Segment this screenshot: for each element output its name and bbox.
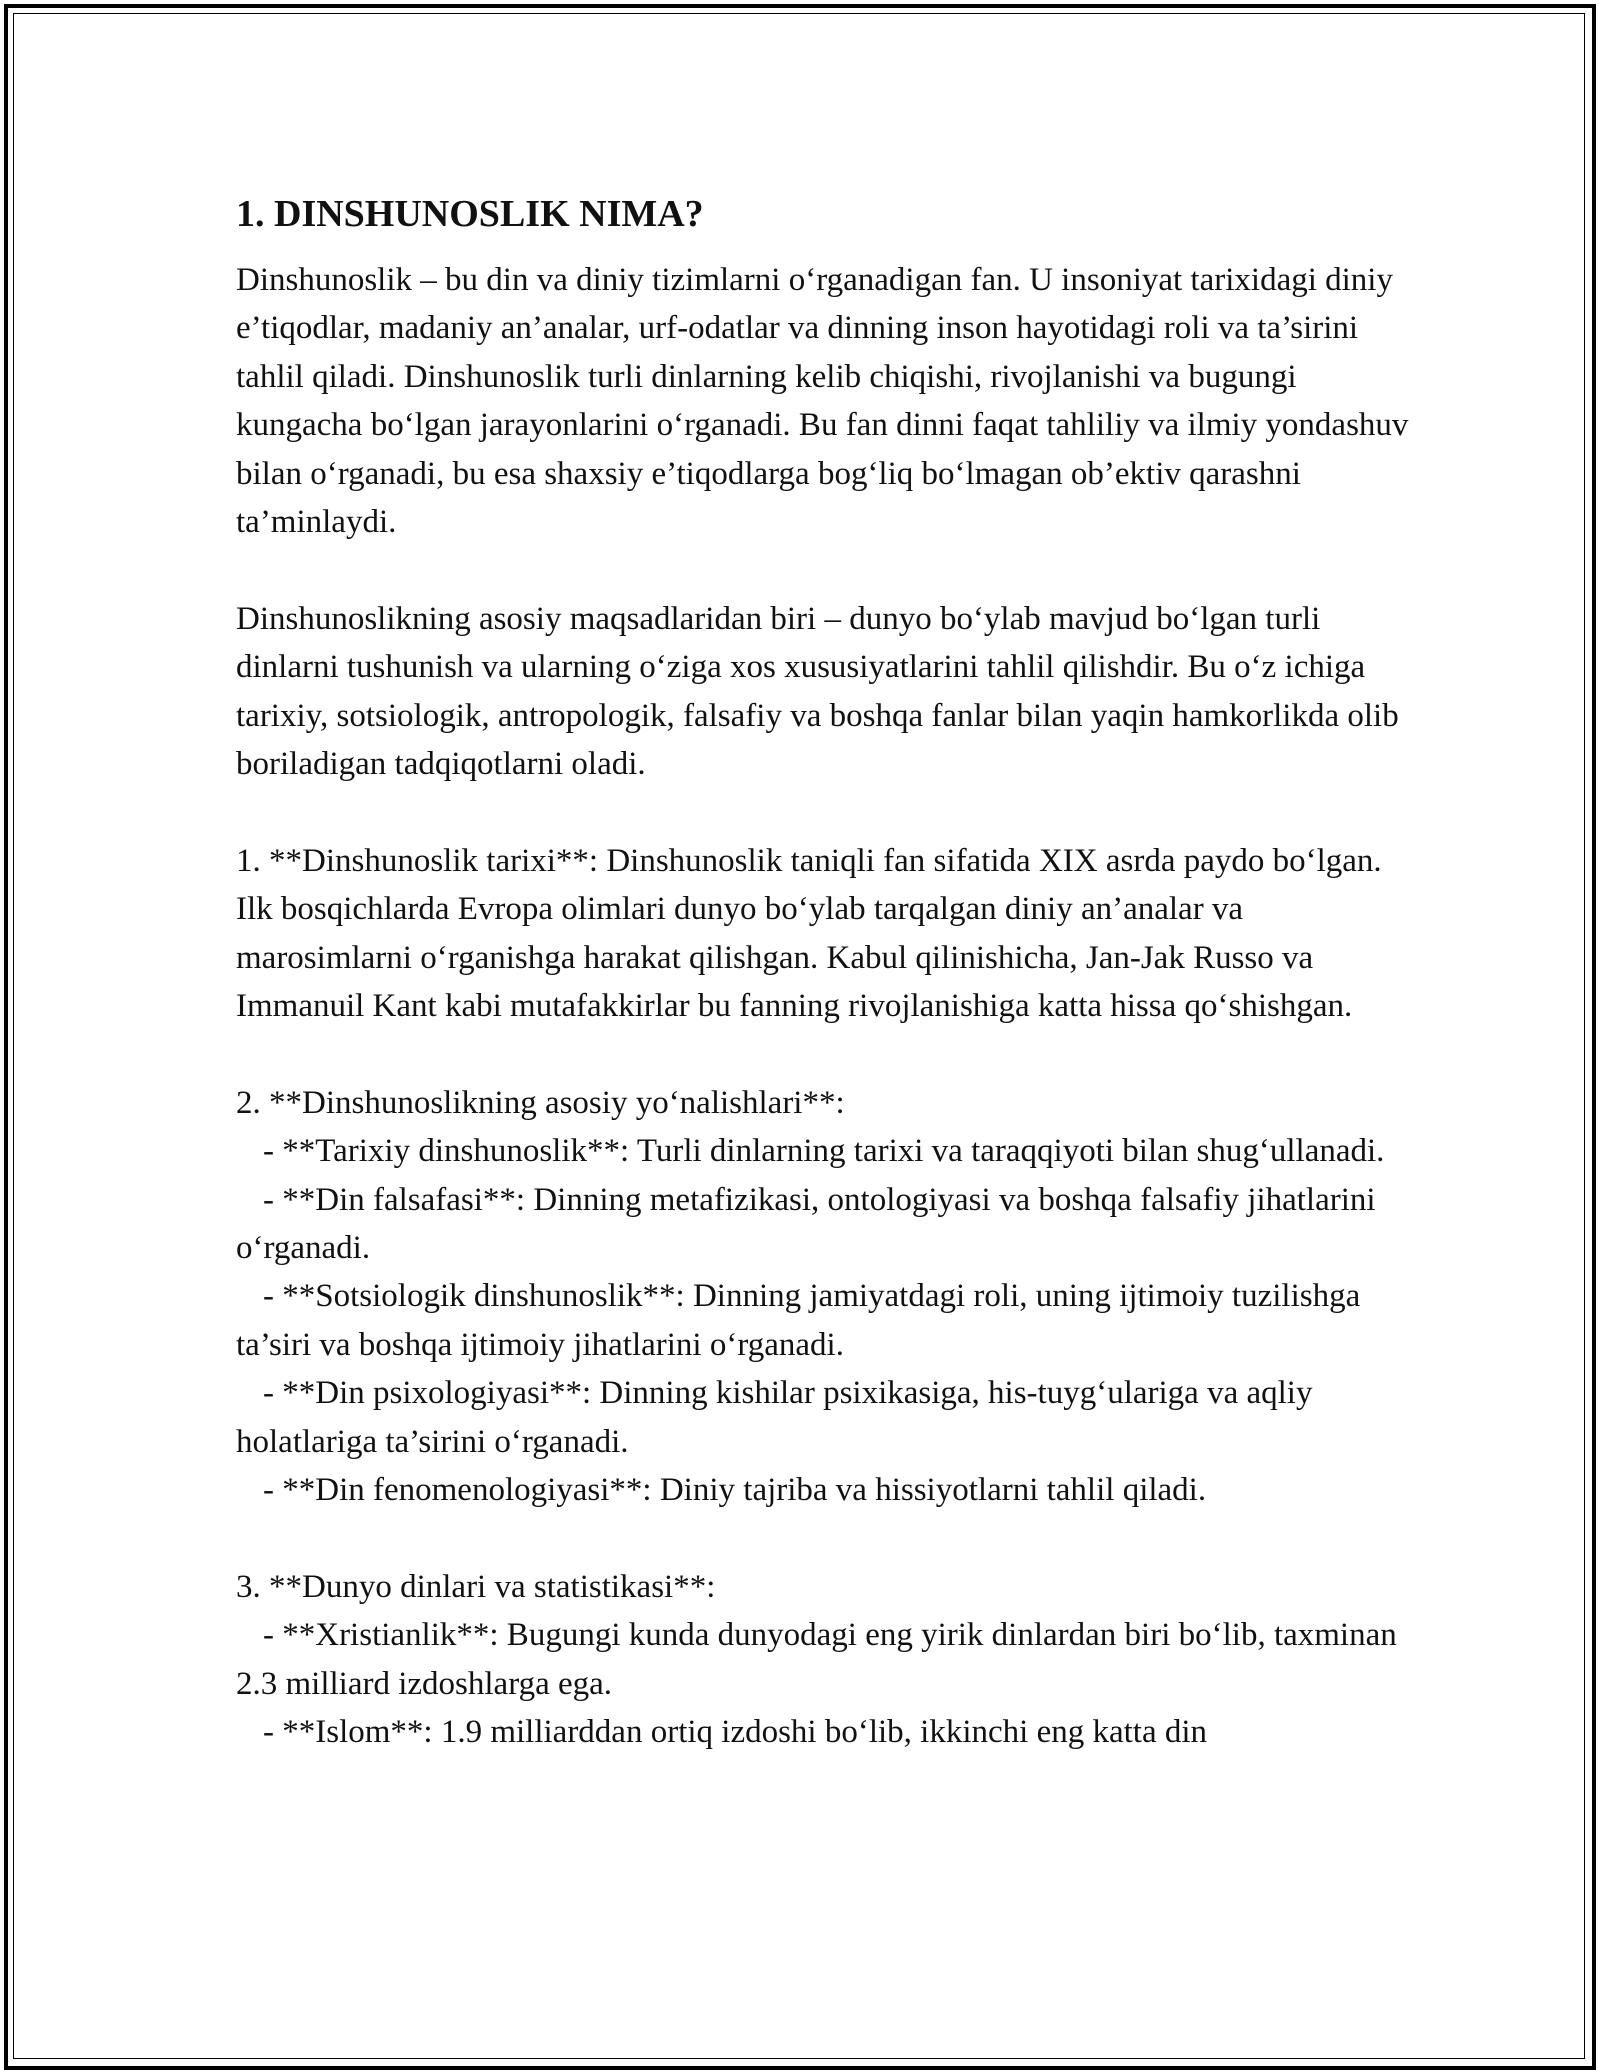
section-directions (236, 1079, 1416, 1515)
paragraph-history: 1. **Dinshunoslik tarixi**: Dinshunoslik taniqli fan sifatida XIX asrda paydo bo‘lgan. Ilk bosqichlarda Evropa olimlari dunyo bo‘ylab tarqalgan diniy an’analar va marosimlarni o‘rganishga harakat qilishgan. Kabul qilinishicha, Jan-Jak Russo va Immanuil Kant kabi mutafakkirlar bu fanning rivojlanishiga katta hissa qo‘shishgan. (236, 842, 1390, 1025)
list-item: - **Sotsiologik dinshunoslik**: Dinning jamiyatdagi roli, uning ijtimoiy tuzilishga ta’siri va boshqa ijtimoiy jihatlarini o‘rganadi. (236, 1278, 1369, 1363)
list-item: - **Xristianlik**: Bugungi kunda dunyodagi eng yirik dinlardan biri bo‘lib, taxminan 2.3 milliard izdoshlarga ega. (236, 1617, 1405, 1702)
list-item: - **Din psixologiyasi**: Dinning kishilar psixikasiga, his-tuyg‘ulariga va aqliy holatlariga ta’sirini o‘rganadi. (236, 1375, 1321, 1460)
section-directions-title: 2. **Dinshunoslikning asosiy yo‘nalishlari**: (236, 1084, 845, 1121)
paragraph-intro: Dinshunoslik – bu din va diniy tizimlarni o‘rganadigan fan. U insoniyat tarixidagi diniy e’tiqodlar, madaniy an’analar, urf-odatlar va dinning inson hayotidagi roli va ta’sirini tahlil qiladi. Dinshunoslik turli dinlarning kelib chiqishi, rivojlanishi va bugungi kungacha bo‘lgan jarayonlarini o‘rganadi. Bu fan dinni faqat tahliliy va ilmiy yondashuv bilan o‘rganadi, bu esa shaxsiy e’tiqodlarga bog‘liq bo‘lmagan ob’ektiv qarashni ta’minlaydi. (236, 262, 1417, 541)
section-world-religions-title: 3. **Dunyo dinlari va statistikasi**: (236, 1568, 716, 1605)
document-heading: 1. DINSHUNOSLIK NIMA? (236, 193, 704, 235)
list-item: - **Islom**: 1.9 milliarddan ortiq izdoshi bo‘lib, ikkinchi eng katta din (263, 1714, 1208, 1751)
paragraph-goals: Dinshunoslikning asosiy maqsadlaridan biri – dunyo bo‘ylab mavjud bo‘lgan turli dinlarni tushunish va ularning o‘ziga xos xususiyatlarini tahlil qilishdir. Bu o‘z ichiga tarixiy, sotsiologik, antropologik, falsafiy va boshqa fanlar bilan yaqin hamkorlikda olib boriladigan tadqiqotlarni oladi. (236, 600, 1407, 783)
list-item: - **Tarixiy dinshunoslik**: Turli dinlarning tarixi va taraqqiyoti bilan shug‘ullanadi. (263, 1133, 1385, 1170)
list-item: - **Din fenomenologiyasi**: Diniy tajriba va hissiyotlarni tahlil qiladi. (263, 1472, 1207, 1509)
section-world-religions (236, 1563, 1416, 1757)
document-body (236, 186, 1416, 1757)
list-item: - **Din falsafasi**: Dinning metafizikasi, ontologiyasi va boshqa falsafiy jihatlarini o‘rganadi. (236, 1181, 1384, 1267)
